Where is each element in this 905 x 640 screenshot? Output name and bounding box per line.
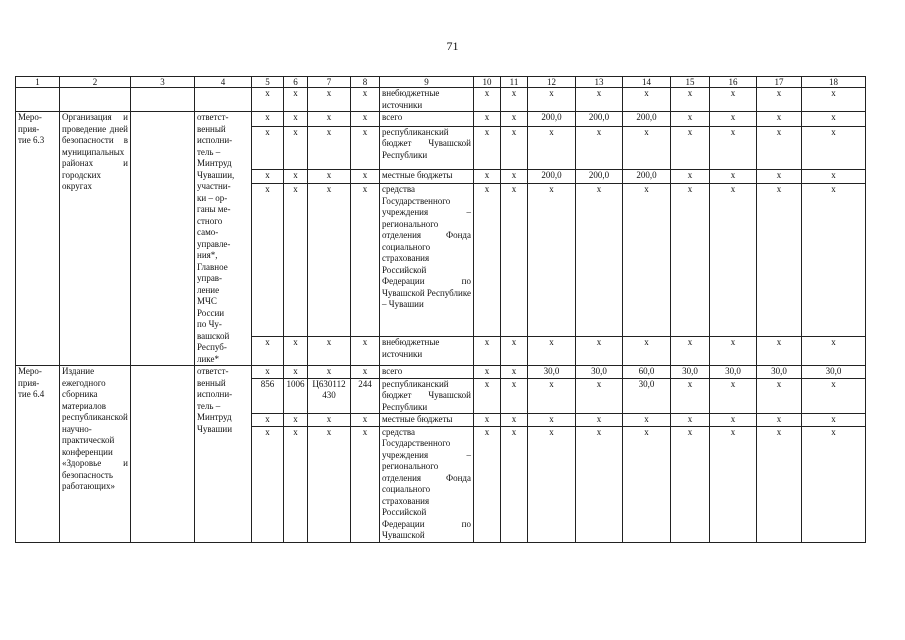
table-cell: 30,0 — [671, 366, 710, 379]
table-cell: x — [757, 184, 802, 337]
column-number: 17 — [757, 77, 802, 88]
table-cell: x — [308, 366, 351, 379]
table-cell: x — [671, 414, 710, 427]
table-cell: x — [351, 184, 380, 337]
column-number: 7 — [308, 77, 351, 88]
table-cell: 244 — [351, 378, 380, 414]
column-number: 8 — [351, 77, 380, 88]
table-cell: x — [528, 337, 576, 366]
column-number: 5 — [252, 77, 284, 88]
table-cell: x — [623, 337, 671, 366]
table-cell: x — [802, 126, 866, 169]
column-number-row — [16, 77, 866, 88]
table-cell: x — [710, 414, 757, 427]
table-cell: x — [710, 184, 757, 337]
table-cell: x — [308, 337, 351, 366]
table-cell: x — [351, 126, 380, 169]
table-cell: x — [757, 169, 802, 184]
table-cell: 200,0 — [576, 112, 623, 127]
table-cell: x — [252, 112, 284, 127]
column-number: 4 — [195, 77, 252, 88]
table-cell: 200,0 — [623, 169, 671, 184]
table-cell: x — [802, 169, 866, 184]
table-cell: 30,0 — [623, 378, 671, 414]
table-cell: x — [351, 112, 380, 127]
table-cell: x — [802, 88, 866, 112]
column-number: 18 — [802, 77, 866, 88]
column-number: 11 — [501, 77, 528, 88]
funding-source: средства Государственного учреждения – регионального отделения Фонда социального страхования Российской Федерации по Чувашской — [380, 426, 474, 542]
column-number: 14 — [623, 77, 671, 88]
table-cell: x — [284, 169, 308, 184]
table-cell: 200,0 — [576, 169, 623, 184]
table-cell: x — [501, 414, 528, 427]
table-cell: x — [351, 88, 380, 112]
column-number: 6 — [284, 77, 308, 88]
table-cell: 30,0 — [710, 366, 757, 379]
table-cell: x — [351, 426, 380, 542]
column-number: 2 — [60, 77, 131, 88]
table-cell: x — [252, 126, 284, 169]
table-cell: x — [284, 414, 308, 427]
table-cell: x — [802, 184, 866, 337]
table-cell: x — [623, 126, 671, 169]
table-cell: 200,0 — [623, 112, 671, 127]
table-cell: x — [671, 337, 710, 366]
table-cell: x — [710, 378, 757, 414]
table-cell: x — [308, 126, 351, 169]
table-cell: x — [252, 337, 284, 366]
table-cell: x — [308, 88, 351, 112]
table-row — [16, 88, 866, 112]
column-number: 3 — [131, 77, 195, 88]
table-cell: x — [351, 366, 380, 379]
measure-id: Меро- прия- тие 6.4 — [16, 366, 60, 543]
table-cell: x — [501, 184, 528, 337]
table-cell: x — [474, 426, 501, 542]
table-cell: x — [308, 184, 351, 337]
column-number: 1 — [16, 77, 60, 88]
table-cell: x — [501, 426, 528, 542]
table-cell: x — [474, 184, 501, 337]
table-cell: x — [528, 426, 576, 542]
table-cell: x — [284, 426, 308, 542]
table-cell: x — [252, 414, 284, 427]
table-cell: x — [252, 366, 284, 379]
table-cell: x — [623, 88, 671, 112]
column-number: 10 — [474, 77, 501, 88]
measure-title: Организация и проведение дней безопасности в муниципальных районах и городских округах — [60, 112, 131, 366]
table-cell: x — [474, 414, 501, 427]
table-cell: x — [284, 88, 308, 112]
table-cell: x — [710, 426, 757, 542]
table-cell: x — [576, 184, 623, 337]
table-cell: x — [474, 88, 501, 112]
table-row — [16, 112, 866, 127]
column-number: 9 — [380, 77, 474, 88]
funding-source: республиканский бюджет Чувашской Республики — [380, 378, 474, 414]
measure-executor: ответст- венный исполни- тель – Минтруд Чувашии, участни- ки – ор- ганы ме- стного само- управле- ния*, Главное управ- ление МЧС России по Чу- вашской Респуб- лике* — [195, 112, 252, 366]
table-cell: x — [528, 184, 576, 337]
table-cell: x — [710, 169, 757, 184]
table-cell: x — [351, 169, 380, 184]
table-cell: x — [308, 414, 351, 427]
table-cell: x — [501, 366, 528, 379]
column-number: 13 — [576, 77, 623, 88]
table-row — [16, 366, 866, 379]
table-cell: x — [501, 112, 528, 127]
column-number: 16 — [710, 77, 757, 88]
table-cell: x — [757, 414, 802, 427]
table-cell: x — [284, 184, 308, 337]
table-cell: x — [802, 378, 866, 414]
table-cell: x — [757, 126, 802, 169]
table-cell: x — [501, 378, 528, 414]
table-cell: x — [802, 337, 866, 366]
measure-title: Издание ежегодного сборника материалов республиканской научно-практической конференции «Здоровье и безопасность работающих» — [60, 366, 131, 543]
funding-source: всего — [380, 366, 474, 379]
budget-table — [15, 76, 866, 543]
table-cell: x — [528, 88, 576, 112]
table-cell: x — [308, 426, 351, 542]
table-cell: x — [623, 184, 671, 337]
table-cell: x — [351, 337, 380, 366]
table-cell: x — [757, 378, 802, 414]
table-cell: x — [671, 169, 710, 184]
funding-source: местные бюджеты — [380, 414, 474, 427]
table-cell: x — [501, 169, 528, 184]
funding-source: местные бюджеты — [380, 169, 474, 184]
table-cell: x — [501, 88, 528, 112]
table-cell: x — [308, 169, 351, 184]
table-cell: x — [252, 88, 284, 112]
table-cell: x — [474, 337, 501, 366]
table-cell: x — [501, 337, 528, 366]
table-cell: 200,0 — [528, 169, 576, 184]
table-cell: x — [710, 88, 757, 112]
table-cell: x — [528, 414, 576, 427]
table-cell: x — [802, 112, 866, 127]
table-cell: x — [671, 88, 710, 112]
table-cell: x — [474, 112, 501, 127]
table-cell: x — [576, 126, 623, 169]
table-cell: x — [576, 414, 623, 427]
table-cell: x — [252, 426, 284, 542]
table-cell: 60,0 — [623, 366, 671, 379]
column-number: 15 — [671, 77, 710, 88]
table-cell: x — [802, 414, 866, 427]
page-number: 71 — [446, 39, 459, 53]
table-cell: x — [351, 414, 380, 427]
table-cell: x — [671, 426, 710, 542]
table-cell: x — [474, 366, 501, 379]
measure-id: Меро- прия- тие 6.3 — [16, 112, 60, 366]
table-cell: x — [802, 426, 866, 542]
table-cell: x — [252, 169, 284, 184]
table-cell: 856 — [252, 378, 284, 414]
table-cell: 200,0 — [528, 112, 576, 127]
table-cell: x — [576, 337, 623, 366]
table-cell: x — [623, 414, 671, 427]
table-cell: x — [671, 184, 710, 337]
table-cell: 30,0 — [757, 366, 802, 379]
table-cell: x — [528, 378, 576, 414]
table-cell: x — [474, 378, 501, 414]
table-cell: 1006 — [284, 378, 308, 414]
table-cell: x — [528, 126, 576, 169]
table-cell: x — [757, 426, 802, 542]
table-cell: x — [252, 184, 284, 337]
table-cell: x — [284, 337, 308, 366]
table-cell: Ц630112 430 — [308, 378, 351, 414]
table-cell: x — [671, 112, 710, 127]
table-cell: x — [757, 112, 802, 127]
table-cell: x — [576, 426, 623, 542]
table-cell: x — [501, 126, 528, 169]
table-cell: 30,0 — [802, 366, 866, 379]
table-cell: 30,0 — [528, 366, 576, 379]
funding-source: средства Государственного учреждения – регионального отделения Фонда социального страхования Российской Федерации по Чувашской Республике – Чувашии — [380, 184, 474, 337]
table-cell: x — [308, 112, 351, 127]
table-cell: x — [623, 426, 671, 542]
funding-source: республиканский бюджет Чувашской Республики — [380, 126, 474, 169]
measure-executor: ответст- венный исполни- тель – Минтруд Чувашии — [195, 366, 252, 543]
table-cell: x — [757, 337, 802, 366]
table-cell: x — [671, 126, 710, 169]
table-cell: x — [710, 112, 757, 127]
funding-source: внебюджетные источники — [380, 337, 474, 366]
column-number: 12 — [528, 77, 576, 88]
funding-source: внебюджетные источники — [380, 88, 474, 112]
table-cell: 30,0 — [576, 366, 623, 379]
table-cell: x — [710, 337, 757, 366]
table-cell: x — [284, 112, 308, 127]
table-cell: x — [710, 126, 757, 169]
table-cell: x — [284, 366, 308, 379]
table-cell: x — [757, 88, 802, 112]
table-cell: x — [671, 378, 710, 414]
table-cell: x — [474, 169, 501, 184]
funding-source: всего — [380, 112, 474, 127]
table-cell: x — [576, 88, 623, 112]
table-cell: x — [576, 378, 623, 414]
table-cell: x — [474, 126, 501, 169]
table-cell: x — [284, 126, 308, 169]
